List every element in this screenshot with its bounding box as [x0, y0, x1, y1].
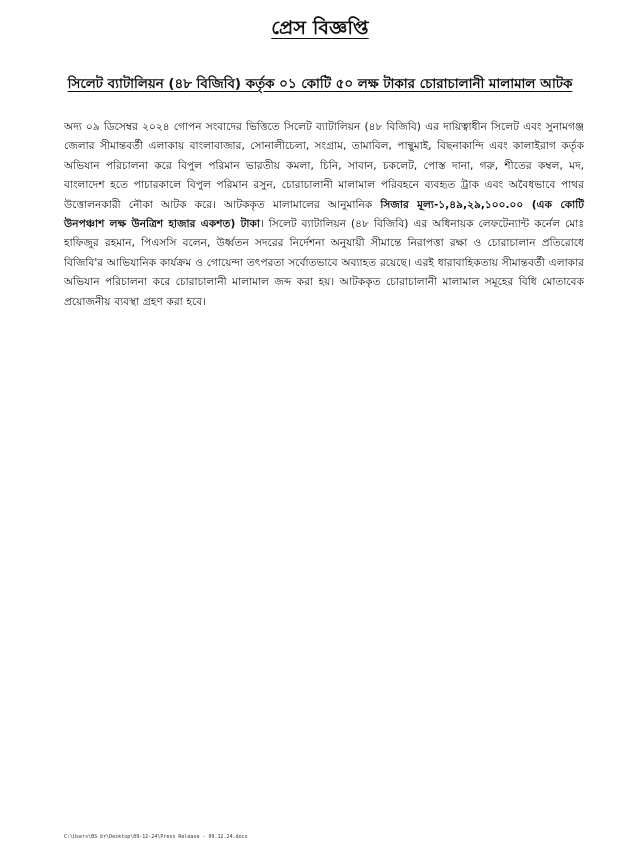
body-text-part-2: । সিলেট ব্যাটালিয়ন (৪৮ বিজিবি) এর অধিনায়ক লেফটেন্যান্ট কর্নেল মোঃ হাফিজুর রহমান, পিএসসি বলেন, উর্ধ্বতন সদরের নির্দেশনা অনুযায়ী সীমান্তে নিরাপত্তা রক্ষা ও চোরাচালান প্রতিরোধে বিজিবি'র আভিযানিক কার্যক্রম ও গোয়েন্দা তৎপরতা সর্বোতভাবে অব্যাহত রয়েছে। এরই ধারাবাহিকতায় সীমান্তবর্তী এলাকার অভিযান পরিচালনা করে চোরাচালানী মালামাল জব্দ করা হয়। আটককৃত চোরাচালানী মালামাল সমূহের বিধি মোতাবেক প্রয়োজনীয় ব্যবস্থা গ্রহণ করা হবে। — [64, 218, 585, 308]
news-headline: সিলেট ব্যাটালিয়ন (৪৮ বিজিবি) কর্তৃক ০১ কোটি ৫০ লক্ষ টাকার চোরাচালানী মালামাল আটক — [67, 77, 573, 92]
seizure-value-text: সিজার মূল্য-১,৪৯,২৯,১০০.০০ (এক কোটি উনপঞ্চাশ লক্ষ উনত্রিশ হাজার একশত) টাকা — [64, 198, 584, 231]
body-text-part-1: অদ্য ০৯ ডিসেম্বর ২০২৪ গোপন সংবাদের ভিত্তিতে সিলেট ব্যাটালিয়ন (৪৮ বিজিবি) এর দায়িত্বাধীন সিলেট এবং সুনামগঞ্জ জেলার সীমান্তবর্তী এলাকায় বাংলাবাজার, সোনালীচেলা, সংগ্রাম, তামাবিল, পান্থুমাই, বিছনাকান্দি এবং কালাইরাগ কর্তৃক অভিযান পরিচালনা করে বিপুল পরিমান ভারতীয় কমলা, চিনি, সাবান, চকলেট, পোস্ত দানা, গরু, শীতের কম্বল, মদ, বাংলাদেশ হতে পাচারকালে বিপুল পরিমান রসুন, চোরাচালানী মালামাল পরিবহনে ব্যবহৃত ট্রাক এবং অবৈধভাবে পাথর উত্তোলনকারী নৌকা আটক করে। আটককৃত মালামালের আনুমানিক — [64, 121, 584, 211]
press-release-title: প্রেস বিজ্ঞপ্তি — [271, 17, 369, 39]
body-paragraph — [64, 118, 584, 312]
file-path-footer: C:\Users\BS br\Desktop\09-12-24\Press Release - 09.12.24.docx — [64, 834, 248, 840]
